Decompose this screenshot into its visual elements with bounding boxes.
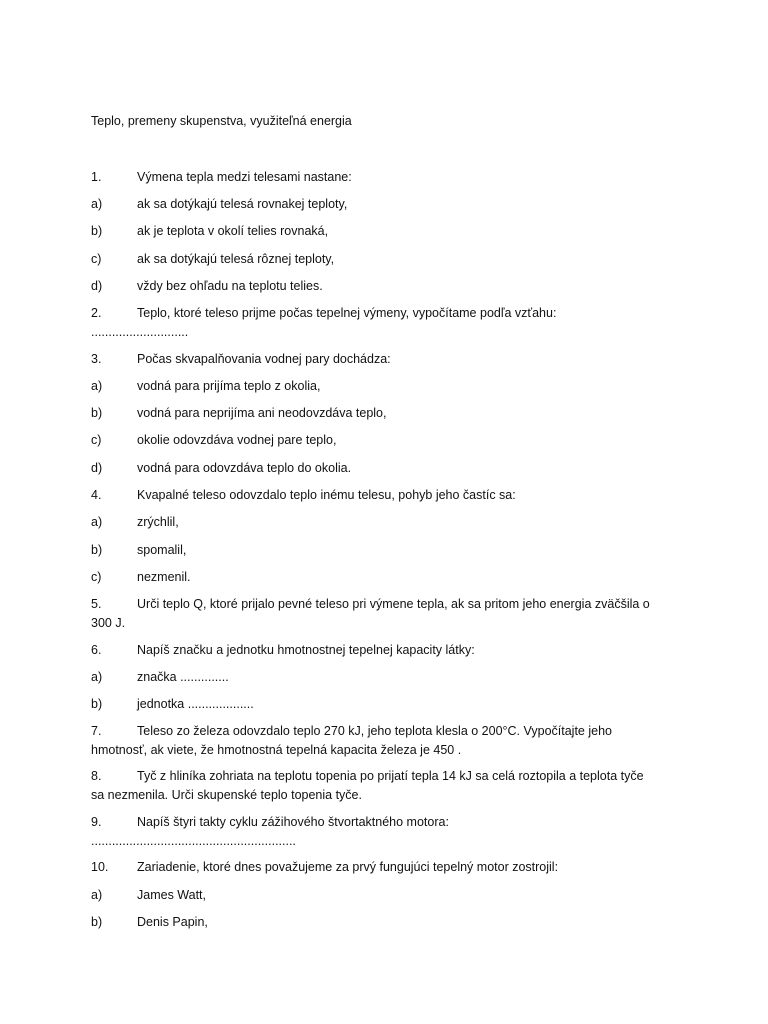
- option-text: zrýchlil,: [137, 515, 179, 529]
- option-text: nezmenil.: [137, 570, 191, 584]
- item-text: Zariadenie, ktoré dnes považujeme za prvý fungujúci tepelný motor zostrojil:: [137, 860, 559, 874]
- option-letter: c): [91, 570, 102, 584]
- item-number: 3.: [91, 352, 102, 366]
- option-letter: c): [91, 252, 102, 266]
- item-text: Teleso zo železa odovzdalo teplo 270 kJ, jeho teplota klesla o 200°C. Vypočítajte jeho: [137, 724, 612, 738]
- option-letter: a): [91, 888, 103, 902]
- option-letter: b): [91, 543, 103, 557]
- item-text-continued: sa nezmenila. Urči skupenské teplo topenia tyče.: [91, 788, 362, 802]
- item-text: Napíš značku a jednotku hmotnostnej tepelnej kapacity látky:: [137, 643, 475, 657]
- option-letter: a): [91, 515, 103, 529]
- option-text: spomalil,: [137, 543, 187, 557]
- item-number: 2.: [91, 306, 102, 320]
- option-text: ak sa dotýkajú telesá rôznej teploty,: [137, 252, 335, 266]
- item-text-continued: 300 J.: [91, 616, 126, 630]
- item-text: Urči teplo Q, ktoré prijalo pevné teleso pri výmene tepla, ak sa pritom jeho energia zväčšila o: [137, 597, 650, 611]
- option-letter: b): [91, 915, 103, 929]
- option-letter: c): [91, 433, 102, 447]
- option-letter: d): [91, 279, 103, 293]
- option-letter: b): [91, 224, 103, 238]
- item-number: 4.: [91, 488, 102, 502]
- option-text: James Watt,: [137, 888, 206, 902]
- option-letter: a): [91, 197, 103, 211]
- option-letter: a): [91, 670, 103, 684]
- item-number: 8.: [91, 769, 102, 783]
- option-text: okolie odovzdáva vodnej pare teplo,: [137, 433, 337, 447]
- option-letter: b): [91, 406, 103, 420]
- item-text: Počas skvapalňovania vodnej pary dochádza:: [137, 352, 391, 366]
- item-number: 6.: [91, 643, 102, 657]
- answer-blank: ............................: [91, 325, 189, 339]
- answer-blank: ...........................................................: [91, 834, 296, 848]
- option-text: vodná para odovzdáva teplo do okolia.: [137, 461, 352, 475]
- item-text: Tyč z hliníka zohriata na teplotu topenia po prijatí tepla 14 kJ sa celá roztopila a teplota tyče: [137, 769, 644, 783]
- option-text: vodná para neprijíma ani neodovzdáva teplo,: [137, 406, 387, 420]
- option-text: ak je teplota v okolí telies rovnaká,: [137, 224, 329, 238]
- item-number: 5.: [91, 597, 102, 611]
- item-text: Kvapalné teleso odovzdalo teplo inému telesu, pohyb jeho častíc sa:: [137, 488, 516, 502]
- item-number: 1.: [91, 170, 102, 184]
- item-number: 9.: [91, 815, 102, 829]
- option-letter: b): [91, 697, 103, 711]
- item-number: 7.: [91, 724, 102, 738]
- item-text: Výmena tepla medzi telesami nastane:: [137, 170, 352, 184]
- option-text: Denis Papin,: [137, 915, 208, 929]
- item-number: 10.: [91, 860, 109, 874]
- document-title: Teplo, premeny skupenstva, využiteľná energia: [91, 114, 352, 128]
- option-letter: a): [91, 379, 103, 393]
- item-text: Teplo, ktoré teleso prijme počas tepelnej výmeny, vypočítame podľa vzťahu:: [137, 306, 557, 320]
- option-letter: d): [91, 461, 103, 475]
- option-text: vždy bez ohľadu na teplotu telies.: [137, 279, 323, 293]
- option-text: jednotka ...................: [137, 697, 254, 711]
- item-text-continued: hmotnosť, ak viete, že hmotnostná tepelná kapacita železa je 450 .: [91, 743, 462, 757]
- option-text: vodná para prijíma teplo z okolia,: [137, 379, 321, 393]
- item-text: Napíš štyri takty cyklu zážihového štvortaktného motora:: [137, 815, 449, 829]
- option-text: značka ..............: [137, 670, 229, 684]
- option-text: ak sa dotýkajú telesá rovnakej teploty,: [137, 197, 348, 211]
